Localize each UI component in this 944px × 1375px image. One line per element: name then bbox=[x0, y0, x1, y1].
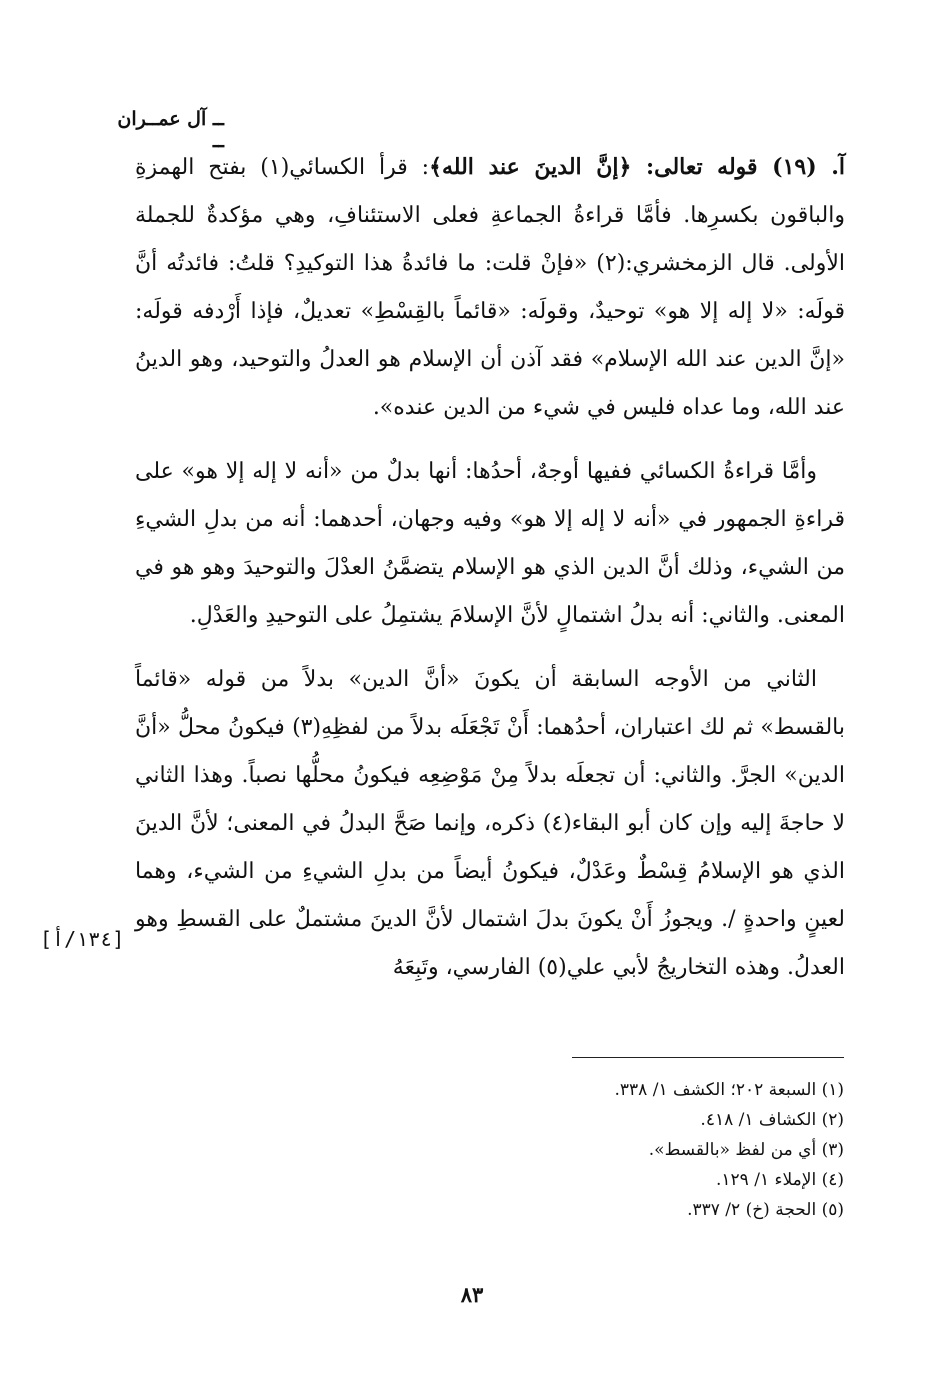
verse-heading: آ. (١٩) قوله تعالى: ﴿إنَّ الدينَ عند الله﴾ bbox=[429, 154, 845, 180]
paragraph-3: الثاني من الأوجه السابقة أن يكونَ «أنَّ الدين» بدلاً من قوله «قائماً بالقسط» ثم لك اعتباران، أحدُهما: أَنْ تَجْعَلَه بدلاً من لفظِهِ(٣) فيكونُ محلُّ «أنَّ الدين» الجرَّ. والثاني: أن تجعلَه بدلاً مِنْ مَوْضِعِه فيكونُ محلُّها نصباً. وهذا الثاني لا حاجةَ إليه وإن كان أبو البقاء(٤) ذكره، وإنما صَحَّ البدلُ في المعنى؛ لأنَّ الدينَ الذي هو الإسلامُ قِسْطٌ وعَدْلٌ، فيكونُ أيضاً من بدلِ الشيءِ من الشيء، وهما لعينٍ واحدةٍ /. ويجوزُ أَنْ يكونَ بدلَ اشتمال لأنَّ الدينَ مشتملٌ على القسطِ وهو العدلُ. وهذه التخاريجُ لأبي علي(٥) الفارسي، وتَبِعَهُ bbox=[135, 667, 846, 980]
footnote-4: (٤) الإملاء ١/ ١٢٩. bbox=[716, 1170, 844, 1190]
footnote-3: (٣) أي من لفظ «بالقسط». bbox=[648, 1140, 844, 1160]
page-number: ٨٣ bbox=[460, 1282, 484, 1307]
paragraph-1-text: : قرأ الكسائي(١) بفتح الهمزةِ والباقون بكسرِها. فأمَّا قراءةُ الجماعةِ فعلى الاستئنافِ، وهي مؤكدةٌ للجملة الأولى. قال الزمخشري:(٢) «فإنْ قلت: ما فائدةُ هذا التوكيدِ؟ قلتُ: فائدتُه أنَّ قولَه: «لا إله إلا هو» توحيدٌ، وقولَه: «قائماً بالقِسْطِ» تعديلٌ، فإذا أَرْدفه قولَه: «إنَّ الدين عند الله الإسلام» فقد آذن أن الإسلام هو العدلُ والتوحيد، وهو الدينُ عند الله، وما عداه فليس في شيء من الدين عنده». bbox=[135, 155, 845, 420]
footnote-1: (١) السبعة ٢٠٢؛ الكشف ١/ ٣٣٨. bbox=[614, 1080, 844, 1100]
manuscript-folio-reference: [١٣٤/أ] bbox=[40, 927, 125, 951]
footnote-2: (٢) الكشاف ١/ ٤١٨. bbox=[700, 1110, 844, 1130]
footnotes bbox=[524, 1075, 844, 1225]
running-title: ــ آل عمــران ــ bbox=[117, 108, 224, 152]
footnote-divider bbox=[572, 1057, 844, 1058]
footnote-5: (٥) الحجة (خ) ٢/ ٣٣٧. bbox=[687, 1200, 844, 1220]
main-text bbox=[135, 143, 845, 992]
paragraph-1 bbox=[135, 143, 845, 432]
paragraph-2: وأمَّا قراءةُ الكسائي ففيها أوجهٌ، أحدُها: أنها بدلٌ من «أنه لا إله إلا هو» على قراءةِ الجمهور في «أنه لا إله إلا هو» وفيه وجهان، أحدهما: أنه من بدلِ الشيءِ من الشيء، وذلك أنَّ الدين الذي هو الإسلام يتضمَّنُ العدْلَ والتوحيدَ وهو هو في المعنى. والثاني: أنه بدلُ اشتمالٍ لأنَّ الإسلامَ يشتمِلُ على التوحيدِ والعَدْلِ. bbox=[135, 459, 845, 628]
